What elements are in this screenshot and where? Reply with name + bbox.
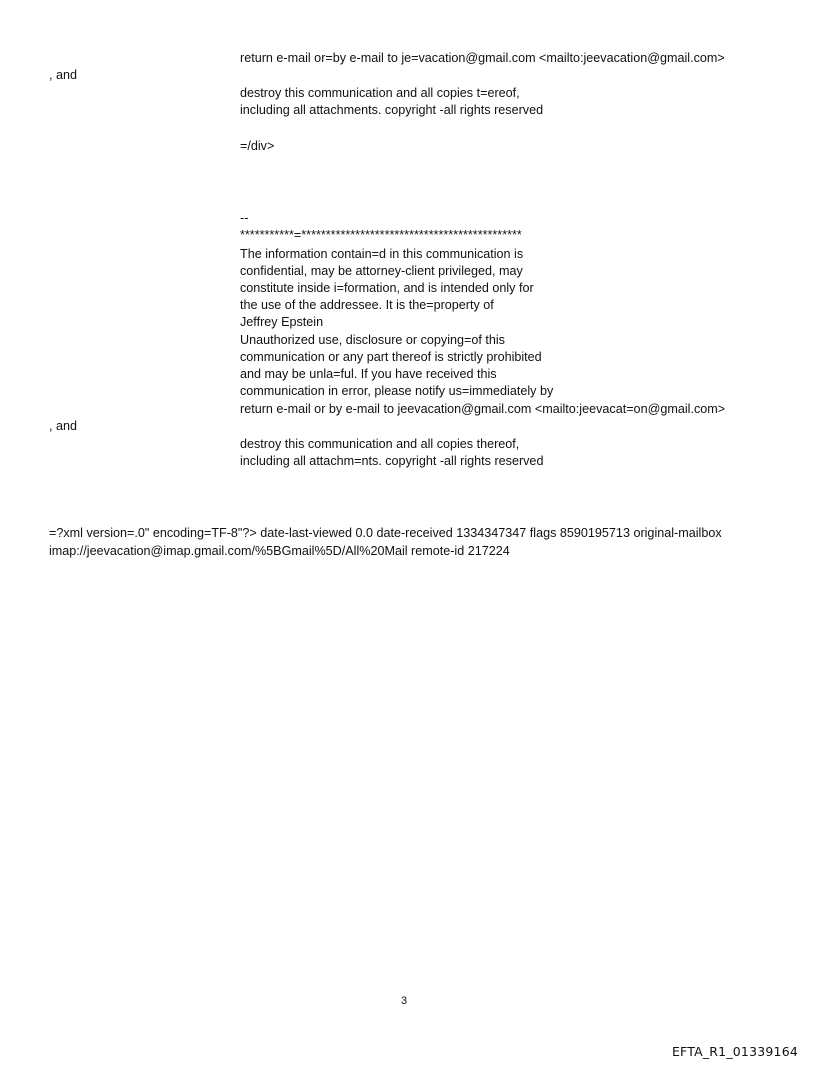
star-separator: ***********=********************************************* <box>240 228 522 242</box>
and-fragment: , and <box>49 68 78 82</box>
disclaimer-line: constitute inside i=formation, and is intended only for <box>240 281 534 295</box>
document-id-footer: EFTA_R1_01339164 <box>671 1044 798 1059</box>
disclaimer-line: Unauthorized use, disclosure or copying=of this <box>240 333 505 347</box>
signature-dashes: -- <box>240 211 249 225</box>
attachments-line: including all attachm=nts. copyright -all rights reserved <box>240 454 544 468</box>
disclaimer-line: communication or any part thereof is strictly prohibited <box>240 350 542 364</box>
and-fragment: , and <box>49 419 78 433</box>
disclaimer-line: Jeffrey Epstein <box>240 315 324 329</box>
page-number: 3 <box>401 995 408 1007</box>
disclaimer-line: confidential, may be attorney-client privileged, may <box>240 264 523 278</box>
disclaimer-line: return e-mail or by e-mail to jeevacation@gmail.com <mailto:jeevacat=on@gmail.com> <box>240 402 726 416</box>
destroy-line: destroy this communication and all copies t=ereof, <box>240 86 520 100</box>
return-email-line: return e-mail or=by e-mail to je=vacation@gmail.com <mailto:jeevacation@gmail.com> <box>240 51 725 65</box>
attachments-line: including all attachments. copyright -all rights reserved <box>240 103 544 117</box>
metadata-line: imap://jeevacation@imap.gmail.com/%5BGmail%5D/All%20Mail remote-id 217224 <box>49 544 510 558</box>
disclaimer-line: The information contain=d in this communication is <box>240 247 524 261</box>
destroy-line: destroy this communication and all copies thereof, <box>240 437 520 451</box>
div-close-tag: =/div> <box>240 139 275 153</box>
disclaimer-line: communication in error, please notify us=immediately by <box>240 384 554 398</box>
metadata-line: =?xml version=.0" encoding=TF-8"?> date-last-viewed 0.0 date-received 1334347347 flags 8590195713 original-mailbox <box>49 526 722 540</box>
disclaimer-line: the use of the addressee. It is the=property of <box>240 298 494 312</box>
disclaimer-line: and may be unla=ful. If you have received this <box>240 367 497 381</box>
